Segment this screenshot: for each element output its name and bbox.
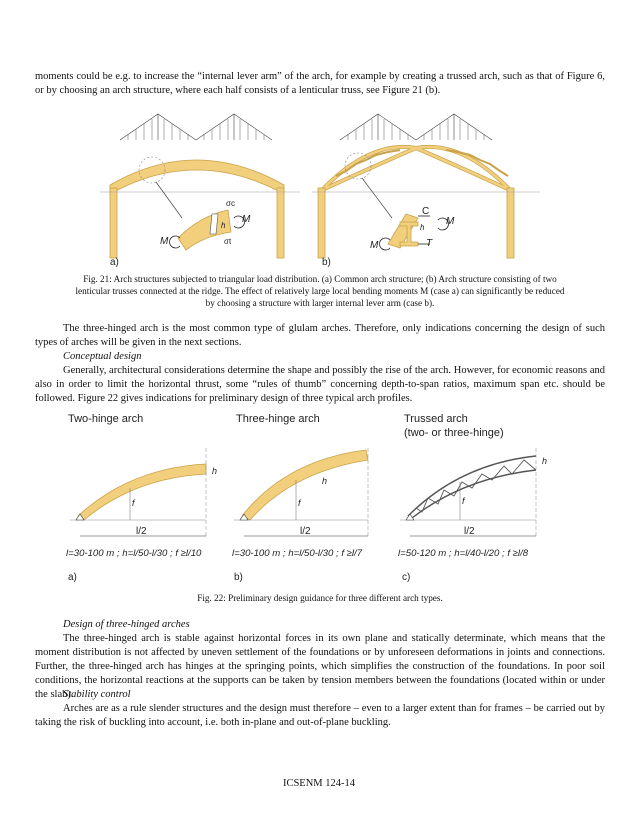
symbol-t: T — [426, 238, 433, 249]
formula-b: l=30-100 m ; h=l/50-l/30 ; f ≥l/7 — [232, 548, 363, 559]
span-half-a: l/2 — [136, 526, 147, 537]
figure-21-caption — [30, 273, 610, 309]
paragraph-three-hinged: The three-hinged arch is the most common type of glulam arches. Therefore, only indications concerning the design of such types of arches will be given in the next sections. — [35, 323, 605, 348]
caption-line: Fig. 21: Arch structures subjected to triangular load distribution. (a) Common arch structure; (b) Arch structure consisting of two — [83, 274, 557, 284]
figure-21 — [100, 110, 545, 270]
symbol-f-22a: f — [132, 498, 135, 508]
symbol-c: C — [422, 206, 430, 217]
figure-22-label-a: a) — [68, 572, 77, 583]
symbol-h-b: h — [420, 223, 425, 232]
title-trussed-line1: Trussed arch — [404, 413, 468, 425]
figure-21-label-b: b) — [322, 257, 331, 268]
symbol-sigma-t: σt — [224, 237, 232, 246]
arch-profile-c — [400, 448, 547, 538]
symbol-f-22b: f — [298, 498, 301, 508]
arch-structure-a — [100, 157, 300, 268]
figure-21-label-a: a) — [110, 257, 119, 268]
figure-22-label-c: c) — [402, 572, 411, 583]
title-trussed-line2: (two- or three-hinge) — [404, 427, 504, 439]
symbol-m-right-a: M — [242, 214, 251, 225]
symbol-h-22c: h — [542, 456, 548, 466]
span-half-b: l/2 — [300, 526, 311, 537]
heading-stability-control: Stability control — [63, 689, 131, 700]
title-three-hinge: Three-hinge arch — [236, 413, 320, 425]
arch-profile-a — [70, 448, 217, 538]
load-diagram-a — [120, 114, 272, 140]
load-diagram-b — [340, 114, 492, 140]
figure-22 — [60, 408, 580, 586]
paragraph-intro: moments could be e.g. to increase the “internal lever arm” of the arch, for example by creating a trussed arch, such as that of Figure 6, or by choosing an arch structure, where each half consists of a lenticular truss, see Figure 21 (b). — [35, 71, 605, 96]
symbol-h-22a: h — [212, 466, 218, 476]
symbol-m-right-b: M — [446, 216, 455, 227]
caption-line: lenticular trusses connected at the ridge. The effect of relatively large local bending moments M (case a) can significantly be reduced — [75, 286, 565, 296]
symbol-f-22c: f — [462, 496, 465, 506]
symbol-m-left-a: M — [160, 236, 169, 247]
heading-conceptual-design: Conceptual design — [63, 351, 142, 362]
title-two-hinge: Two-hinge arch — [68, 413, 144, 425]
heading-design-three-hinged: Design of three-hinged arches — [63, 619, 190, 630]
symbol-sigma-c: σc — [226, 199, 235, 208]
paragraph-stability: Arches are as a rule slender structures and the design must therefore – even to a larger extent than for frames – be carried out by taking the risk of buckling into account, i.e. both in-plane and out-of-plane buckling. — [35, 703, 605, 728]
page-footer: ICSENM 124-14 — [282, 778, 356, 789]
arch-structure-b — [312, 147, 540, 268]
figure-22-caption: Fig. 22: Preliminary design guidance for three different arch types. — [197, 593, 443, 603]
caption-line: by choosing a structure with larger internal lever arm (case b). — [205, 298, 435, 308]
symbol-h-a: h — [221, 221, 226, 230]
symbol-m-left-b: M — [370, 240, 379, 251]
arch-profile-b — [234, 448, 368, 538]
paragraph-conceptual: Generally, architectural considerations determine the shape and possibly the rise of the arch. However, for economic reasons and also in order to limit the horizontal thrust, some “rules of thumb” concerning depth-to-span ratios, maximum span etc. should be followed. Figure 22 gives indications for preliminary design of three typical arch profiles. — [35, 365, 605, 404]
span-half-c: l/2 — [464, 526, 475, 537]
symbol-h-22b: h — [322, 476, 328, 486]
formula-a: l=30-100 m ; h=l/50-l/30 ; f ≥l/10 — [66, 548, 202, 559]
figure-22-label-b: b) — [234, 572, 243, 583]
paragraph-design: The three-hinged arch is stable against horizontal forces in its own plane and statically determinate, which means that the moment distribution is not affected by uneven settlement of the foundations or by unforeseen deformations in joints and connections. Further, the three-hinged arch has hinges at the springing points, which simplifies the construction of the foundations. In poor soil conditions, the horizontal reactions at the supports can be taken by tension members between the foundations (located within or under the slab). — [35, 633, 605, 700]
formula-c: l=50-120 m ; h=l/40-l/20 ; f ≥l/8 — [398, 548, 529, 559]
